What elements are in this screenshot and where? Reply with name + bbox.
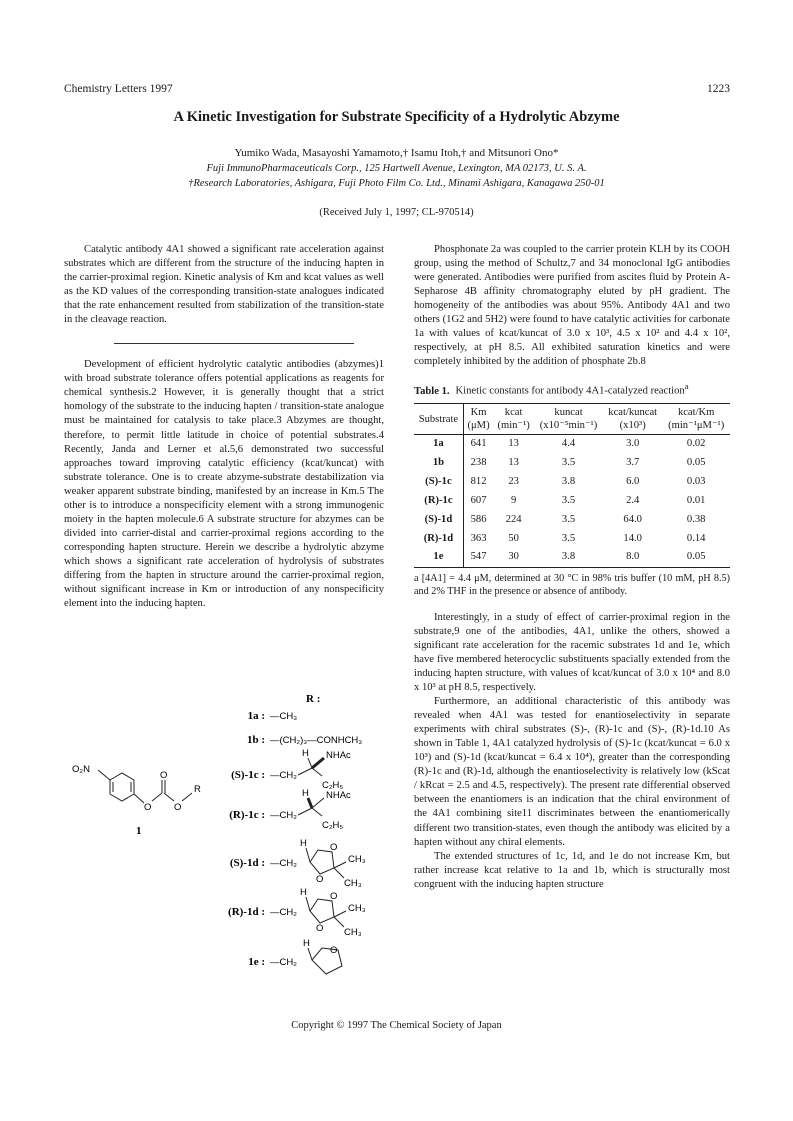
table-row [414, 510, 730, 529]
s1d-o1: O [330, 842, 338, 853]
body-paragraph-methods: Phosphonate 2a was coupled to the carrier protein KLH by its COOH group, using the method of Schultz,7 and 34 monoclonal IgG antibodies were generated. Antibodies were purified from ascites fluid by Protein A-Sepharose 4B affinity chromatography eluted by pH gradient. The homogeneity of the antibodies was about 95%. Antibody 4A1 and two others (1G2 and 5H2) were found to have catalytic activities for carbonate 1a with values of kcat/kuncat of 3.0 x 10³, 4.5 x 10² and 4.4 x 10², respectively, at pH 8.5. All exhibited saturation kinetics and were completely inhibited by the addition of phosphate 2b.8 [414, 244, 730, 368]
label-1a: 1a : [247, 710, 265, 722]
col-header-kcat: kcat (min⁻¹) [493, 404, 534, 435]
s1c-ch2: —CH₂ [270, 770, 297, 781]
table-row [414, 473, 730, 492]
e1-ch2: —CH₂ [270, 957, 297, 968]
table-cell: 547 [463, 548, 493, 567]
table-cell: 9 [510, 494, 517, 506]
journal-name: Chemistry Letters 1997 [64, 83, 173, 95]
table-cell: 641 [470, 438, 487, 450]
table-cell: 363 [470, 532, 487, 544]
nitro-label: O₂N [72, 764, 90, 775]
table-cell: 23 [508, 476, 519, 488]
r1c-ethyl: C₂H₅ [322, 820, 344, 831]
s1d-ring [306, 848, 346, 878]
label-s-1d: (S)-1d : [229, 857, 265, 869]
label-r-1d: (R)-1d : [228, 906, 265, 918]
label-1b: 1b : [246, 734, 265, 746]
table-cell-substrate: (S)-1c [414, 473, 463, 492]
table-cell: 8.0 [603, 548, 662, 567]
table-header-row [414, 404, 730, 435]
s1d-ch3-a: CH₃ [348, 854, 366, 865]
body-paragraph-intro: Development of efficient hydrolytic catalytic antibodies (abzymes)1 with broad substrate tolerance offers potential applications as reagents for chemical synthesis.2 However, it is generally thought that a strict homology of the substrate to the inducing hapten / transition-state analogue must be maintained for catalysis to take place.3 Abzymes are thought, therefore, to permit little latitude in choice of potential substrates.4 Recently, Janda and Lerner et al.5,6 demonstrated two successful approaches toward improving catalytic efficiency (kcat/kuncat) with substrate tolerance. One is to create abzyme-substrate destabilization via weaker apparent substrate binding, manifested by an increase in Km.5 The other is to introduce a nonspecificity element with a strong immunogenic moiety in the hapten molecule.6 A substrate structure for abzymes can be divided into carrier-distal and carrier-proximal regions according to the corresponding hapten structure. Herein we describe a hydrolytic abzyme which shows a significant rate acceleration of hydrolysis of substrates differing from the hapten in structure around the carrier-proximal region, without significant increase in Km or introduction of any nonspecificity element into the inducing hapten. [64, 359, 384, 610]
table-cell: 0.03 [686, 476, 706, 488]
table-cell-substrate: 1b [414, 454, 463, 473]
table-cell: 3.5 [561, 532, 576, 544]
abstract: Catalytic antibody 4A1 showed a significant rate acceleration against substrates which are different from the structure of the inducing hapten in the carrier-proximal region. Kinetic analysis of Km and kcat values as well as the KD values of the corresponding transition-state analogues indicated that the rate enhancement resulted from stabilization of the transition-state in the cleavage reaction. [64, 244, 384, 326]
table-cell: 4.4 [561, 438, 576, 450]
label-r-1c: (R)-1c : [229, 809, 265, 821]
carbonyl-o-label: O [160, 770, 168, 781]
affiliation-2: †Research Laboratories, Ashigara, Fuji Photo Film Co. Ltd., Minami Ashigara, Kanagawa 250-01 [188, 178, 605, 189]
table-cell-substrate: (S)-1d [414, 510, 463, 529]
table-cell: 3.0 [626, 438, 640, 450]
s1d-ch3-b: CH₃ [344, 878, 362, 889]
received-date: (Received July 1, 1997; CL-970514) [319, 207, 474, 218]
table-cell: 13 [508, 457, 519, 469]
table-cell-substrate: 1a [414, 435, 463, 454]
body-paragraph-specificity: Interestingly, in a study of effect of carrier-proximal region in the substrate,9 one of the antibodies, 4A1, unlike the others, showed a significant rate acceleration for the racemic substrates 1d and 1e, which have five membered heterocyclic substituents spacially extended from the inducing hapten structure, with values of kcat/kuncat of 3.0 x 10⁴ and 8.0 x 10³ at pH 8.5, respectively. [414, 611, 730, 694]
s1c-nhac: NHAc [326, 750, 351, 761]
table-label: Table 1. [414, 385, 450, 397]
label-s-1c: (S)-1c : [231, 769, 265, 781]
table-cell: 2.4 [626, 494, 640, 506]
formula-1b: —(CH₂)₃—CONHCH₃ [270, 735, 363, 746]
r-group-label: R [194, 784, 201, 795]
table-cell: 0.05 [662, 548, 730, 567]
col-header-kcat-km: kcat/Km (min⁻¹μM⁻¹) [662, 404, 730, 435]
table-cell: 0.02 [686, 438, 706, 450]
table-row [414, 435, 730, 454]
table-cell: 64.0 [623, 513, 642, 525]
table-cell: 50 [508, 532, 519, 544]
r-header: R : [306, 693, 321, 705]
r1d-ch3-a: CH₃ [348, 903, 366, 914]
ester-o-label-1: O [144, 802, 152, 813]
substrate-structures [60, 690, 390, 980]
table-row [414, 548, 730, 567]
r1d-o2: O [316, 923, 324, 934]
table-cell: 0.14 [686, 532, 706, 544]
r1c-h: H [302, 788, 309, 799]
s1d-o2: O [316, 874, 324, 885]
table-cell: 6.0 [626, 476, 640, 488]
s1d-ch2: —CH₂ [270, 858, 297, 869]
table-cell: 30 [493, 548, 534, 567]
table-cell-substrate: (R)-1c [414, 491, 463, 510]
compound-1-drawing [98, 770, 192, 803]
table-caption [414, 379, 730, 399]
table-cell: 0.01 [686, 494, 706, 506]
table-cell: 0.38 [686, 513, 706, 525]
r1c-nhac: NHAc [326, 790, 351, 801]
col-header-ratio: kcat/kuncat (x10³) [603, 404, 662, 435]
table-cell: 3.8 [561, 476, 576, 488]
table-cell: 3.5 [561, 513, 576, 525]
table-row [414, 491, 730, 510]
table-cell: 238 [470, 457, 487, 469]
page-number: 1223 [707, 83, 730, 95]
table-cell: 13 [508, 438, 519, 450]
e1-h: H [303, 938, 310, 949]
col-header-kuncat: kuncat (x10⁻⁵min⁻¹) [534, 404, 603, 435]
r1d-ring [306, 897, 346, 927]
s1c-ethyl: C₂H₅ [322, 780, 344, 791]
affiliation-1: Fuji ImmunoPharmaceuticals Corp., 125 Hartwell Avenue, Lexington, MA 02173, U. S. A. [206, 163, 587, 174]
label-1e: 1e : [248, 956, 265, 968]
kinetics-table [414, 403, 730, 568]
r1d-ch2: —CH₂ [270, 907, 297, 918]
structure-drawing [60, 690, 390, 980]
body-paragraph-enantioselectivity: Furthermore, an additional characteristic of this antibody was revealed when 4A1 was tested for enantioselectivity in separate experiments with chiral substrates (S)-, (R)-1c and (S)-, (R)-1d.10 As shown in Table 1, 4A1 catalyzed hydrolysis of (S)-1c (kcat/kuncat = 6.0 x 10³) and (S)-1d (kcat/kuncat = 6.4 x 10⁴), greater than the corresponding (R)-1c and (R)-1d, although the enantioselectivity is relatively low (kScat / kRcat = 2.5 and 4.5, respectively). The present rate differential observed between the enantiomers is an indication that the chiral environment of the 4A1 combining site11 discriminates between the enantiomerically different two transition-states, even though the antibody was elicited by a hapten without any chiral elements. [414, 696, 730, 848]
table-cell: 14.0 [623, 532, 642, 544]
s1c-h: H [302, 748, 309, 759]
table-cell: 3.5 [561, 494, 576, 506]
r1d-ch3-b: CH₃ [344, 927, 362, 938]
table-row [414, 454, 730, 473]
col-header-substrate: Substrate [414, 404, 463, 435]
s1d-h: H [300, 838, 307, 849]
e1-o: O [330, 945, 338, 956]
formula-1a: —CH₃ [270, 711, 298, 722]
left-column [64, 243, 384, 611]
authors: Yumiko Wada, Masayoshi Yamamoto,† Isamu Itoh,† and Mitsunori Ono* [234, 147, 559, 159]
abstract-divider [114, 343, 354, 344]
col-header-km: Km (μM) [463, 404, 493, 435]
table-cell: 3.7 [626, 457, 640, 469]
table-cell-substrate: (R)-1d [414, 529, 463, 548]
compound-number: 1 [136, 825, 142, 837]
table-cell: 3.5 [561, 457, 576, 469]
s1c-bonds [298, 758, 324, 776]
table-cell: 0.05 [686, 457, 706, 469]
r1c-bonds [298, 798, 324, 816]
table-cell: 586 [470, 513, 487, 525]
table-row [414, 529, 730, 548]
table-cell: 224 [505, 513, 522, 525]
table-caption-text: Kinetic constants for antibody 4A1-catalyzed reaction [455, 385, 685, 397]
table-cell: 607 [470, 494, 487, 506]
right-column [414, 243, 730, 892]
table-cell: 812 [470, 476, 487, 488]
body-paragraph-extended: The extended structures of 1c, 1d, and 1e do not increase Km, but rather increase kcat relative to 1a and 1b, which is structurally most congruent with the inducing hapten structure [414, 850, 730, 890]
table-cell-substrate: 1e [414, 548, 463, 567]
article-title: A Kinetic Investigation for Substrate Specificity of a Hydrolytic Abzyme [173, 109, 620, 125]
r1d-h: H [300, 887, 307, 898]
copyright-footer: Copyright © 1997 The Chemical Society of Japan [291, 1020, 502, 1031]
r1c-ch2: —CH₂ [270, 810, 297, 821]
table-caption-mark: a [684, 381, 689, 392]
table-cell: 3.8 [534, 548, 603, 567]
table-footnote: a [4A1] = 4.4 μM, determined at 30 °C in 98% tris buffer (10 mM, pH 8.5) and 2% THF in the presence or absence of antibody. [414, 572, 730, 598]
r1d-o1: O [330, 891, 338, 902]
ester-o-label-2: O [174, 802, 182, 813]
